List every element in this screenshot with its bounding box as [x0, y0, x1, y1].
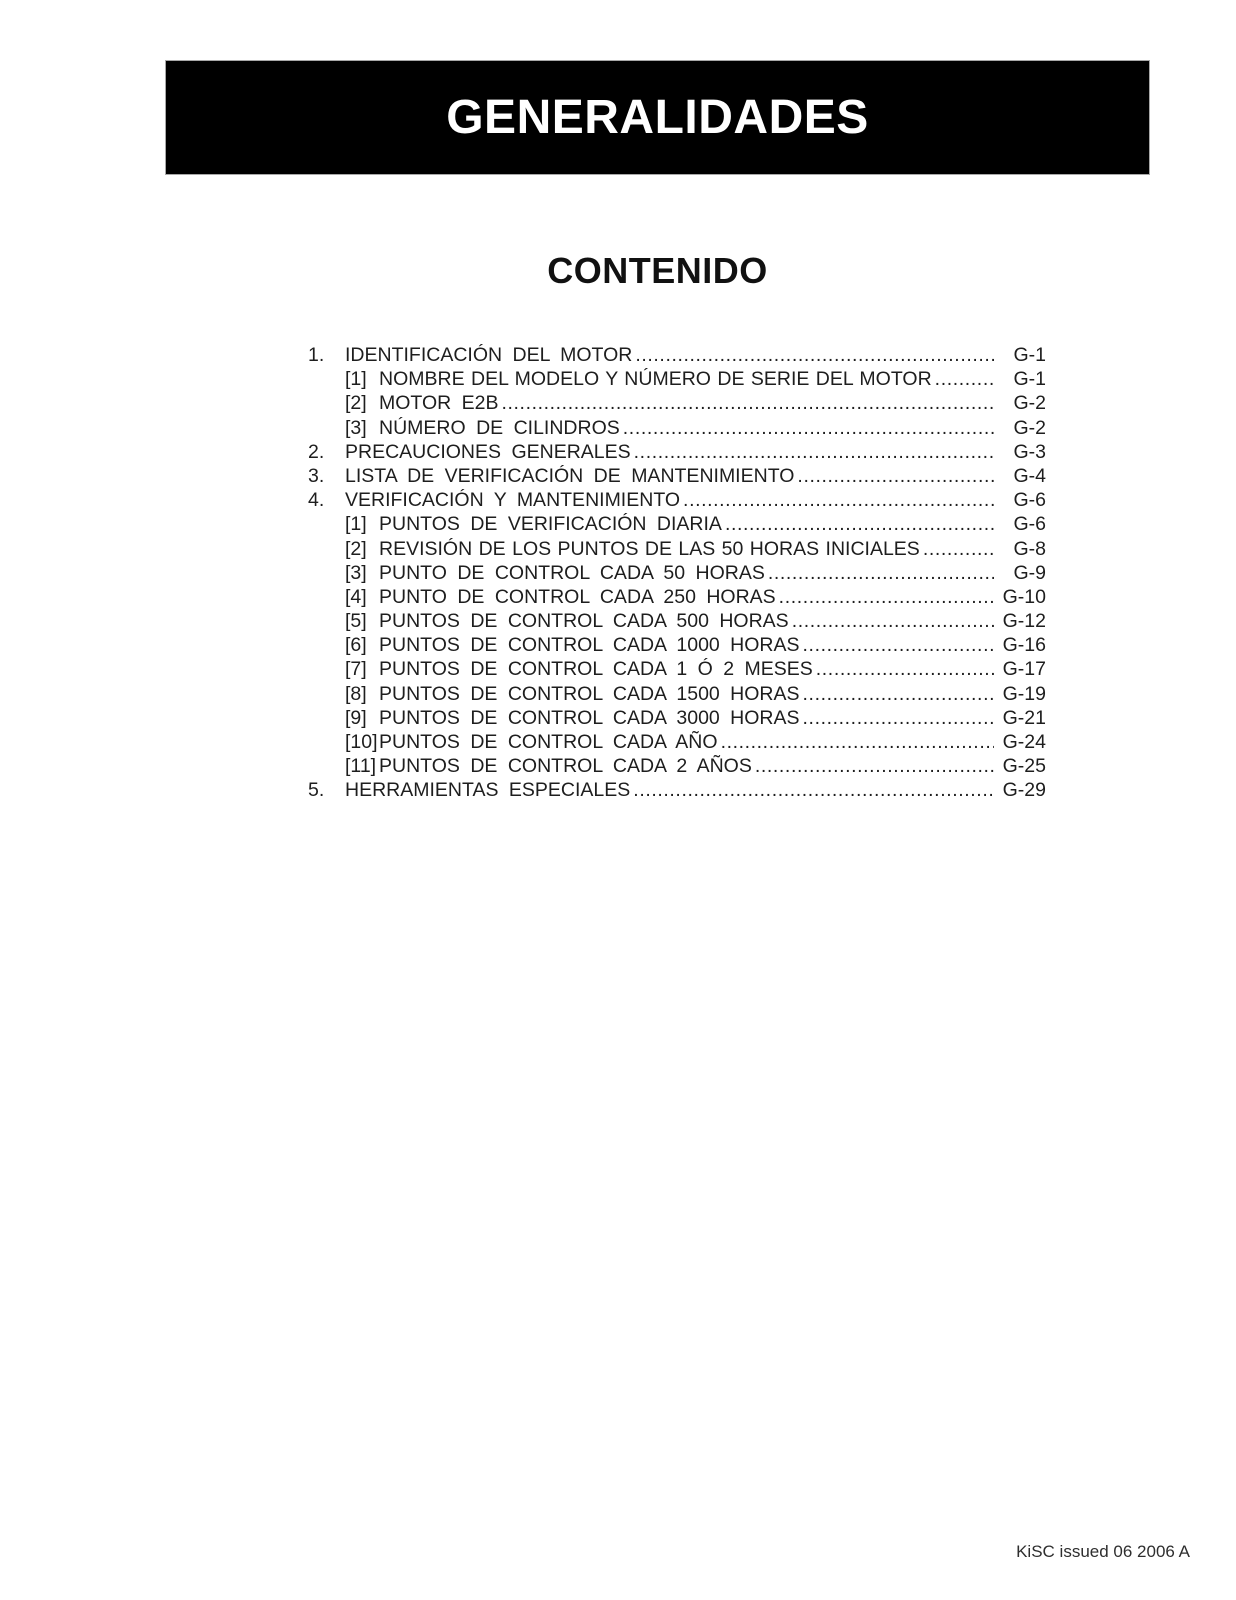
toc-entry — [308, 731, 1046, 755]
toc-entry-label: PUNTO DE CONTROL CADA 50 HORAS — [379, 561, 765, 584]
toc-entry — [308, 513, 1046, 537]
dot-leader — [718, 731, 994, 754]
dot-leader — [800, 683, 994, 706]
toc-entry-number: [2] — [345, 392, 367, 415]
toc-entry-number: [3] — [345, 561, 367, 584]
toc-entry-label: LISTA DE VERIFICACIÓN DE MANTENIMIENTO — [345, 464, 795, 487]
dot-leader — [620, 417, 994, 440]
toc-entry-label: MOTOR E2B — [379, 392, 499, 415]
dot-leader — [632, 344, 994, 367]
toc-entry-label: HERRAMIENTAS ESPECIALES — [345, 779, 631, 802]
toc-entry-number: 5. — [308, 779, 325, 802]
toc-entry-page: G-1 — [1013, 344, 1046, 366]
dot-leader — [794, 465, 994, 488]
toc-entry — [308, 610, 1046, 634]
toc-entry-page: G-16 — [1002, 634, 1046, 657]
toc-entry-number: [3] — [345, 416, 367, 439]
toc-entry-label: NOMBRE DEL MODELO Y NÚMERO DE SERIE DEL MOTOR — [379, 368, 932, 391]
dot-leader — [932, 368, 994, 391]
toc-entry-page: G-6 — [1013, 489, 1046, 512]
toc-entry-page: G-1 — [1013, 368, 1046, 391]
toc-entry-page: G-19 — [1002, 682, 1046, 705]
toc-entry-page: G-24 — [1002, 731, 1046, 753]
toc-entry-number: [1] — [345, 368, 367, 391]
toc-entry-label: NÚMERO DE CILINDROS — [379, 416, 620, 439]
toc-entry-number: [4] — [345, 585, 367, 608]
toc-entry — [308, 562, 1046, 586]
toc-entry-page: G-2 — [1013, 416, 1046, 439]
dot-leader — [722, 513, 994, 536]
toc-entry-number: 4. — [308, 489, 325, 512]
toc-entry-number: [11] — [345, 755, 377, 778]
dot-leader — [499, 392, 995, 415]
toc-entry — [308, 707, 1046, 731]
toc-entry-label: PUNTOS DE CONTROL CADA 2 AÑOS — [379, 755, 752, 778]
toc-entry-page: G-4 — [1013, 464, 1046, 487]
toc-entry-page: G-17 — [1002, 658, 1046, 681]
toc-entry — [308, 368, 1046, 392]
toc-entry — [308, 441, 1046, 465]
toc-entry — [308, 465, 1046, 489]
toc-entry-number: 3. — [308, 464, 325, 487]
dot-leader — [776, 586, 994, 609]
toc-entry-number: [8] — [345, 682, 367, 705]
dot-leader — [765, 562, 994, 585]
dot-leader — [813, 658, 994, 681]
toc-entry-page: G-8 — [1013, 537, 1046, 560]
toc-entry-page: G-25 — [1002, 755, 1046, 778]
section-title: GENERALIDADES — [446, 90, 869, 144]
toc-entry — [308, 683, 1046, 707]
toc-entry-number: [6] — [345, 634, 367, 657]
toc-entry-label: PUNTOS DE VERIFICACIÓN DIARIA — [379, 513, 722, 536]
toc-entry-page: G-12 — [1002, 610, 1046, 633]
toc-entry-page: G-3 — [1013, 440, 1046, 463]
toc-entry-label: PRECAUCIONES GENERALES — [345, 440, 631, 463]
toc-entry-label: PUNTOS DE CONTROL CADA 1000 HORAS — [379, 634, 800, 657]
toc-entry — [308, 417, 1046, 441]
dot-leader — [789, 610, 994, 633]
toc-entry — [308, 344, 1046, 368]
table-of-contents — [308, 344, 1046, 804]
dot-leader — [630, 779, 994, 802]
toc-entry-page: G-9 — [1013, 561, 1046, 584]
toc-entry — [308, 392, 1046, 416]
toc-entry-label: IDENTIFICACIÓN DEL MOTOR — [345, 344, 633, 366]
toc-entry-page: G-21 — [1002, 706, 1046, 729]
toc-entry-label: PUNTOS DE CONTROL CADA AÑO — [379, 731, 718, 753]
dot-leader — [680, 489, 994, 512]
dot-leader — [800, 634, 994, 657]
toc-entry-label: VERIFICACIÓN Y MANTENIMIENTO — [345, 489, 681, 512]
toc-entry — [308, 489, 1046, 513]
toc-entry-label: PUNTO DE CONTROL CADA 250 HORAS — [379, 585, 776, 608]
toc-entry-number: 2. — [308, 440, 325, 463]
dot-leader — [631, 441, 994, 464]
toc-entry-number: [7] — [345, 658, 367, 681]
toc-entry-label: PUNTOS DE CONTROL CADA 3000 HORAS — [379, 706, 800, 729]
toc-entry-label: REVISIÓN DE LOS PUNTOS DE LAS 50 HORAS INICIALES — [379, 537, 920, 560]
toc-entry-label: PUNTOS DE CONTROL CADA 1500 HORAS — [379, 682, 800, 705]
footer-note: KiSC issued 06 2006 A — [1016, 1542, 1190, 1561]
toc-entry — [308, 755, 1046, 779]
dot-leader — [752, 755, 994, 778]
section-banner — [165, 60, 1150, 175]
toc-entry-number: [10] — [345, 731, 378, 753]
contents-heading: CONTENIDO — [547, 250, 768, 291]
toc-entry — [308, 779, 1046, 803]
toc-entry — [308, 658, 1046, 682]
toc-entry-number: [2] — [345, 537, 367, 560]
dot-leader — [920, 538, 994, 561]
toc-entry — [308, 634, 1046, 658]
dot-leader — [800, 707, 994, 730]
toc-entry-number: 1. — [308, 344, 325, 366]
toc-entry-label: PUNTOS DE CONTROL CADA 1 Ó 2 MESES — [379, 658, 813, 681]
toc-entry-page: G-2 — [1013, 392, 1046, 415]
toc-entry-number: [5] — [345, 610, 367, 633]
toc-entry — [308, 538, 1046, 562]
toc-entry-label: PUNTOS DE CONTROL CADA 500 HORAS — [379, 610, 789, 633]
toc-entry — [308, 586, 1046, 610]
toc-entry-page: G-29 — [1002, 779, 1046, 802]
toc-entry-page: G-10 — [1002, 585, 1046, 608]
toc-entry-page: G-6 — [1013, 513, 1046, 536]
toc-entry-number: [9] — [345, 706, 367, 729]
toc-entry-number: [1] — [345, 513, 367, 536]
